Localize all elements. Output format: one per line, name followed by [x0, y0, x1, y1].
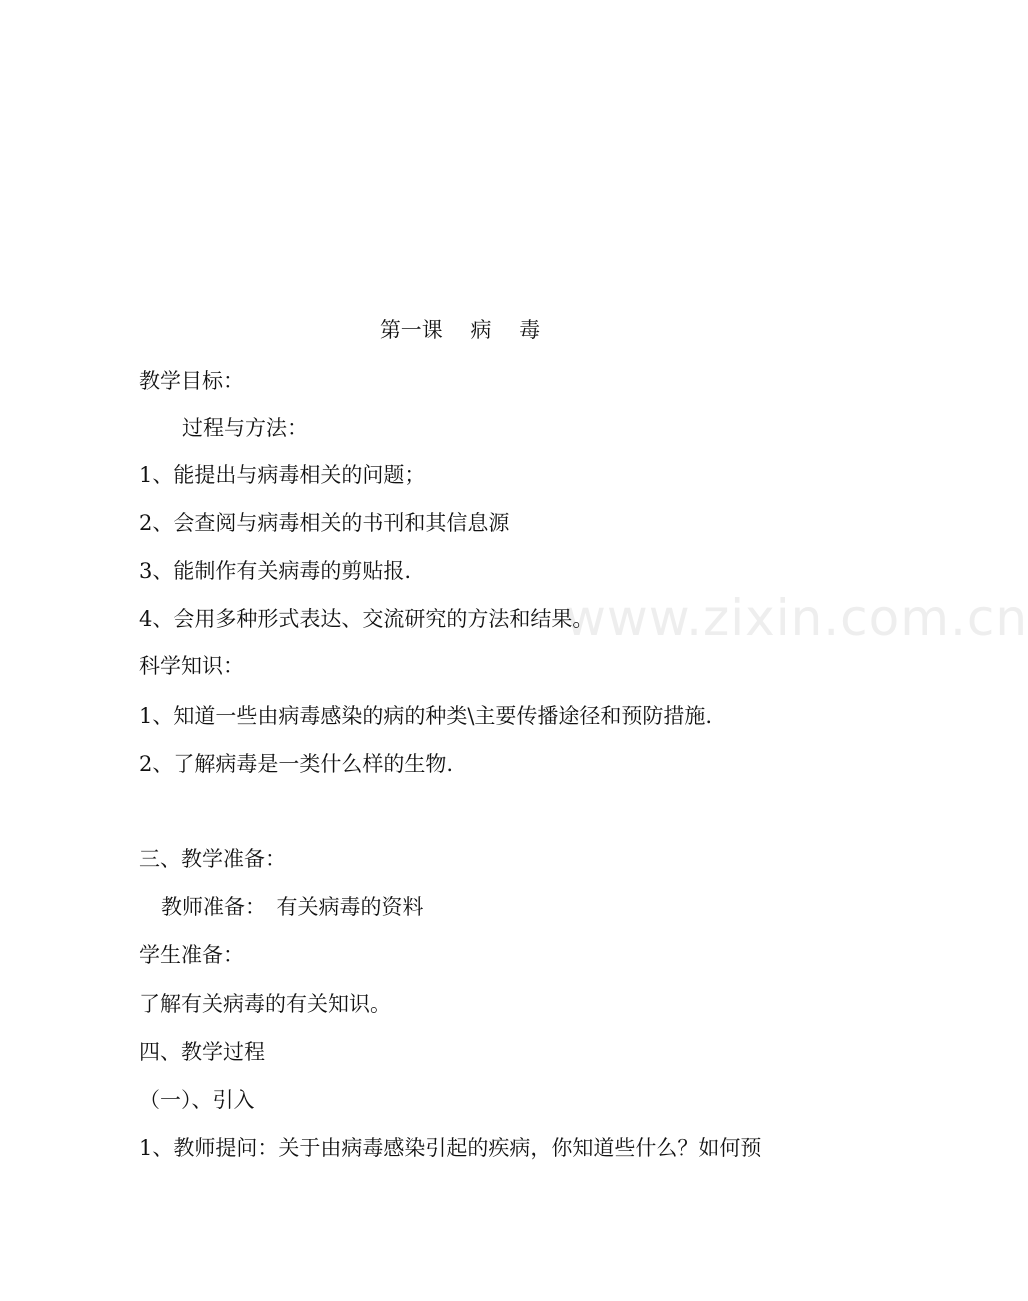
page-title: 第一课 病 毒 [379, 318, 541, 342]
list-item: 1、能提出与病毒相关的问题； [139, 463, 426, 487]
list-item: 2、了解病毒是一类什么样的生物. [139, 752, 454, 776]
heading-science-knowledge: 科学知识： [139, 654, 244, 678]
heading-teaching-goals: 教学目标： [139, 369, 244, 393]
subheading-introduction: （一）、引入 [139, 1088, 255, 1112]
student-preparation-text: 了解有关病毒的有关知识。 [139, 992, 391, 1016]
list-item: 3、能制作有关病毒的剪贴报. [139, 559, 412, 583]
list-item: 1、知道一些由病毒感染的病的种类\主要传播途径和预防措施. [139, 704, 713, 728]
heading-teaching-preparation: 三、教学准备： [139, 847, 286, 871]
student-preparation-label: 学生准备： [139, 943, 244, 967]
list-item: 4、会用多种形式表达、交流研究的方法和结果。 [139, 607, 594, 631]
subheading-process-method: 过程与方法： [182, 416, 308, 440]
heading-teaching-process: 四、教学过程 [139, 1040, 265, 1064]
list-item: 2、会查阅与病毒相关的书刊和其信息源 [139, 511, 510, 535]
teacher-preparation: 教师准备： 有关病毒的资料 [161, 895, 424, 919]
list-item: 1、教师提问：关于由病毒感染引起的疾病，你知道些什么？如何预 [139, 1136, 762, 1160]
watermark: www.zixin.com.cn [565, 589, 1028, 647]
